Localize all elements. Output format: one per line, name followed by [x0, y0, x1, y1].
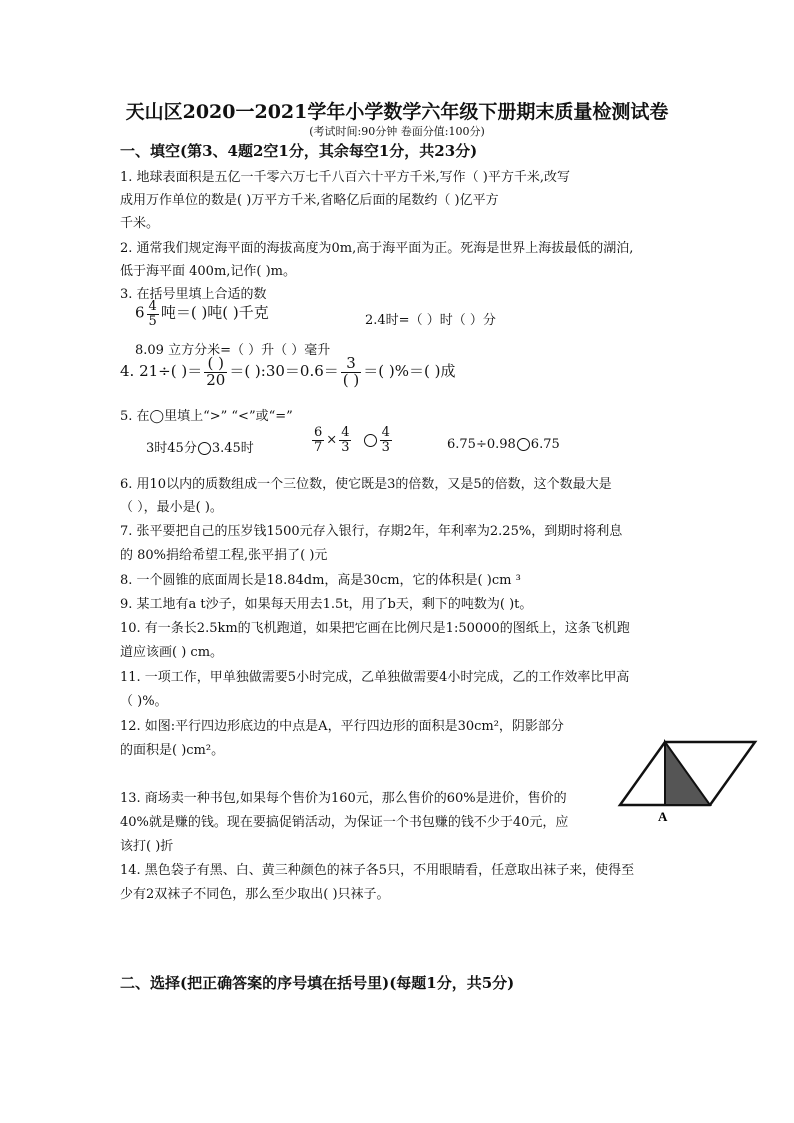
q10-line-2: 道应该画( ) cm。	[120, 645, 224, 660]
q13-line-3: 该打( )折	[120, 839, 174, 854]
q12-line-1: 12. 如图:平行四边形底边的中点是A，平行四边形的面积是30cm²，阴影部分	[120, 719, 564, 734]
q8: 8. 一个圆锥的底面周长是18.84dm，高是30cm，它的体积是( )cm ³	[120, 573, 521, 588]
compare-circle-icon	[517, 438, 530, 451]
q9: 9. 某工地有a t沙子，如果每天用去1.5t，用了b天，剩下的吨数为( )t。	[120, 597, 533, 612]
q5-compare-a: 3时45分 3.45时	[146, 441, 254, 456]
q4-equation: 4. 21÷( )＝ $\frac{( )}{20}$ ＝( ):30＝0.6＝ $\frac{3}{( )}$ ＝( )%＝( )成	[120, 354, 456, 389]
q3-fraction: $\frac{4}{5}$	[148, 299, 157, 329]
page-title: 天山区2020一2021学年小学数学六年级下册期末质量检测试卷	[125, 101, 669, 123]
section-2-heading: 二、选择(把正确答案的序号填在括号里)(每题1分，共5分)	[120, 974, 515, 992]
compare-circle-icon	[198, 442, 211, 455]
q3-row-2: 8.09 立方分米=（ ）升（ ）毫升	[135, 343, 331, 358]
parallelogram-figure	[615, 735, 760, 825]
section-1-heading: 一、填空(第3、4题2空1分，其余每空1分，共23分)	[120, 142, 478, 160]
q13-line-1: 13. 商场卖一种书包,如果每个售价为160元，那么售价的60%是进价，售价的	[120, 791, 567, 806]
compare-circle-icon	[364, 434, 377, 447]
q6-line-1: 6. 用10以内的质数组成一个三位数，使它既是3的倍数，又是5的倍数，这个数最大是	[120, 477, 612, 492]
q1-line-3: 千米。	[120, 216, 160, 231]
q5-compare-b: $\frac{6}{7}$ × $\frac{4}{3}$ $\frac{4}{3}$	[314, 425, 390, 455]
q5-compare-c: 6.75÷0.98 6.75	[447, 437, 560, 452]
q1-line-1: 1. 地球表面积是五亿一千零六万七千八百六十平方千米,写作（ )平方千米,改写	[120, 170, 571, 185]
point-a-label: A	[658, 809, 668, 824]
q6-line-2: （ ），最小是( )。	[120, 500, 223, 515]
q14-line-1: 14. 黑色袋子有黑、白、黄三种颜色的袜子各5只，不用眼睛看，任意取出袜子来，使得至	[120, 863, 635, 878]
q13-line-2: 40%就是赚的钱。现在要搞促销活动，为保证一个书包赚的钱不少于40元，应	[120, 815, 569, 830]
q3-whole: 6	[135, 303, 145, 322]
exam-info: (考试时间:90分钟 卷面分值:100分)	[309, 125, 485, 138]
q10-line-1: 10. 有一条长2.5km的飞机跑道，如果把它画在比例尺是1:50000的图纸上，这条飞机跑	[120, 621, 630, 636]
shaded-triangle	[665, 742, 710, 805]
q3-stem: 3. 在括号里填上合适的数	[120, 287, 267, 302]
q4-fraction-1: $\frac{( )}{20}$	[206, 354, 226, 389]
q7-line-1: 7. 张平要把自己的压岁钱1500元存入银行，存期2年，年利率为2.25%，到期时将利息	[120, 524, 623, 539]
q5-stem: 5. 在◯里填上“>” “<”或“=”	[120, 409, 293, 424]
q14-line-2: 少有2双袜子不同色，那么至少取出( )只袜子。	[120, 887, 390, 902]
q11-line-2: （ )%。	[120, 694, 168, 709]
q12-line-2: 的面积是( )cm²。	[120, 743, 225, 758]
q2-line-1: 2. 通常我们规定海平面的海拔高度为0m,高于海平面为正。死海是世界上海拔最低的湖泊,	[120, 241, 634, 256]
q3-row-1-rest: 吨＝( )吨( )千克	[160, 303, 269, 322]
q11-line-1: 11. 一项工作，甲单独做需要5小时完成，乙单独做需要4小时完成，乙的工作效率比甲高	[120, 670, 630, 685]
q3-row-1b: 2.4时=（ ）时（ ）分	[365, 313, 496, 328]
q7-line-2: 的 80%捐给希望工程,张平捐了( )元	[120, 548, 328, 563]
q4-fraction-2: $\frac{3}{( )}$	[342, 354, 360, 389]
q2-line-2: 低于海平面 400m,记作( )m。	[120, 264, 297, 279]
q3-row-1a	[135, 300, 269, 328]
q1-line-2: 成用万作单位的数是( )万平方千米,省略亿后面的尾数约（ )亿平方	[120, 193, 499, 208]
